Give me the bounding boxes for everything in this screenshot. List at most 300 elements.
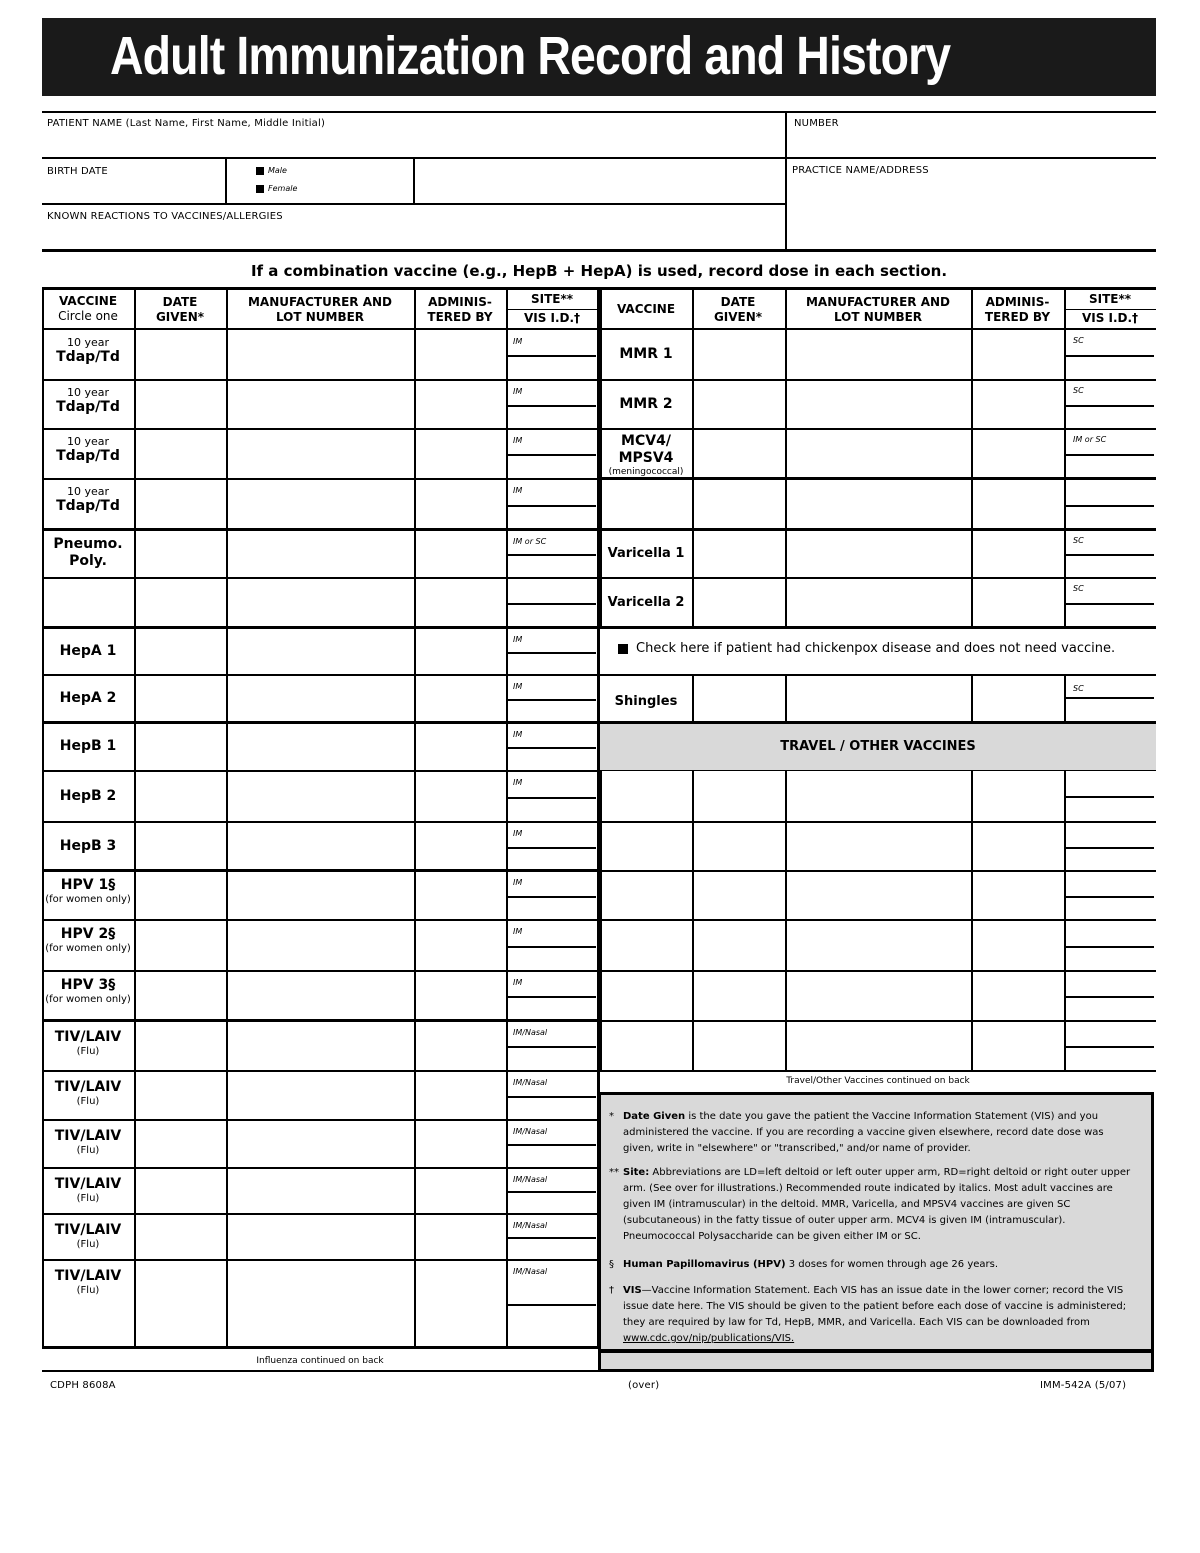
manufacturer-lot-cell[interactable] [228, 332, 412, 378]
administered-by-cell[interactable] [973, 580, 1062, 626]
administered-by-cell[interactable] [416, 1073, 504, 1118]
date-given-cell[interactable] [136, 481, 224, 528]
manufacturer-lot-cell[interactable] [787, 431, 969, 477]
header-mfr-2: LOT NUMBER [275, 310, 365, 324]
note-vis-title: VIS [623, 1285, 642, 1296]
vaccine-interval: 10 year [66, 386, 110, 399]
date-given-cell[interactable] [136, 773, 224, 820]
practice-label: PRACTICE NAME/ADDRESS [792, 165, 929, 176]
travel-vaccine-cell[interactable] [602, 772, 690, 820]
date-given-cell[interactable] [136, 1073, 224, 1118]
header-vaccine [42, 294, 134, 324]
site-route: SC [1073, 536, 1084, 545]
rule [506, 309, 598, 310]
date-given-cell[interactable] [694, 580, 783, 626]
manufacturer-lot-cell[interactable] [228, 1073, 412, 1118]
header-vis-text: VIS I.D.† [523, 311, 581, 325]
vis-divider [1066, 796, 1154, 798]
administered-by-cell[interactable] [416, 332, 504, 378]
vis-divider [508, 946, 596, 948]
administered-by-cell[interactable] [416, 580, 504, 626]
rule [42, 1370, 598, 1372]
header-vis [506, 311, 598, 326]
site-route: IM [513, 730, 523, 739]
site-route: IM [513, 927, 523, 936]
vaccine-label [42, 386, 134, 416]
vaccine-note: (meningococcal) [608, 467, 684, 477]
vaccine-interval: 10 year [66, 435, 110, 448]
form-number: CDPH 8608A [50, 1380, 116, 1391]
header-admin [414, 295, 506, 325]
administered-by-cell[interactable] [416, 773, 504, 820]
travel-header: TRAVEL / OTHER VACCINES [780, 739, 976, 754]
vaccine-label [42, 1079, 134, 1107]
administered-by-cell[interactable] [973, 332, 1062, 378]
male-label: Male [268, 166, 287, 175]
vis-divider [1066, 896, 1154, 898]
vaccine-label [600, 346, 692, 363]
site-route: IM/Nasal [513, 1267, 548, 1276]
travel-manufacturer-lot-cell[interactable] [787, 772, 969, 820]
vis-divider [1066, 355, 1154, 357]
manufacturer-lot-cell[interactable] [228, 1170, 412, 1212]
manufacturer-lot-cell[interactable] [787, 580, 969, 626]
travel-administered-by-cell[interactable] [973, 1023, 1062, 1069]
vis-divider [508, 1046, 596, 1048]
vaccine-label [42, 643, 134, 660]
divider [225, 157, 227, 204]
header-admin-1: ADMINIS- [428, 295, 492, 309]
header-vaccine-right-text: VACCINE [616, 302, 676, 316]
site-route: IM/Nasal [513, 1221, 548, 1230]
vaccine-label [42, 1268, 134, 1296]
administered-by-cell[interactable] [416, 532, 504, 576]
chickenpox-label: Check here if patient had chickenpox disease and does not need vaccine. [636, 641, 1116, 656]
travel-administered-by-cell[interactable] [973, 973, 1062, 1019]
vaccine-name: Varicella 1 [607, 546, 685, 561]
administered-by-cell[interactable] [416, 1262, 504, 1345]
rule [42, 249, 1156, 252]
administered-by-cell[interactable] [416, 973, 504, 1019]
note-vis-text: —Vaccine Information Statement. Each VIS has an issue date in the lower corner; record the VIS issue date here. The VIS should be given to the patient before each dose of vaccine is administered; they are required by law for Td, HepB, MMR, and Varicella. Each VIS can be downloaded from [623, 1285, 1127, 1328]
administered-by-cell[interactable] [416, 382, 504, 427]
shingles-date-given-cell[interactable] [694, 677, 783, 721]
header-date-2: GIVEN* [155, 310, 205, 324]
vis-divider [508, 554, 596, 556]
manufacturer-lot-cell[interactable] [228, 973, 412, 1019]
vaccine-name: TIV/LAIV [54, 1079, 122, 1095]
note-hpv-title: Human Papillomavirus (HPV) [623, 1259, 786, 1270]
header-date-right-2: GIVEN* [713, 310, 763, 324]
header-mfr-right-2: LOT NUMBER [833, 310, 923, 324]
birthdate-label: BIRTH DATE [47, 166, 108, 177]
date-given-cell[interactable] [694, 532, 783, 576]
travel-date-given-cell[interactable] [694, 973, 783, 1019]
vis-divider [508, 847, 596, 849]
vaccine-label [42, 536, 134, 570]
header-admin-2: TERED BY [427, 310, 493, 324]
vis-divider [508, 747, 596, 749]
vaccine-label [600, 433, 692, 478]
administered-by-cell[interactable] [416, 1023, 504, 1069]
rule [42, 111, 1156, 113]
date-given-cell[interactable] [136, 332, 224, 378]
administered-by-cell[interactable] [416, 630, 504, 673]
date-given-cell[interactable] [136, 431, 224, 477]
vis-divider [508, 1096, 596, 1098]
vaccine-name-line2: Poly. [69, 553, 107, 569]
travel-date-given-cell[interactable] [694, 1023, 783, 1069]
travel-administered-by-cell[interactable] [973, 873, 1062, 918]
vis-divider [1066, 946, 1154, 948]
vis-divider [1066, 996, 1154, 998]
site-route: IM [513, 878, 523, 887]
vaccine-label [42, 1029, 134, 1057]
date-given-cell[interactable] [136, 824, 224, 869]
site-route: IM or SC [1073, 435, 1107, 444]
vis-divider [508, 652, 596, 654]
site-route: SC [1073, 336, 1084, 345]
header-admin-right-1: ADMINIS- [985, 295, 1050, 309]
vis-link[interactable]: www.cdc.gov/nip/publications/VIS. [623, 1333, 795, 1344]
administered-by-cell[interactable] [416, 922, 504, 969]
manufacturer-lot-cell[interactable] [228, 824, 412, 869]
administered-by-cell[interactable] [416, 725, 504, 769]
site-route: IM [513, 337, 523, 346]
page-title: Adult Immunization Record and History [110, 26, 951, 86]
date-given-cell[interactable] [136, 1216, 224, 1258]
travel-vaccine-cell[interactable] [602, 873, 690, 918]
travel-manufacturer-lot-cell[interactable] [787, 922, 969, 969]
manufacturer-lot-cell[interactable] [228, 630, 412, 673]
travel-manufacturer-lot-cell[interactable] [787, 873, 969, 918]
header-site-text: SITE** [530, 292, 574, 306]
vaccine-name: Pneumo. [53, 536, 123, 552]
vaccine-name: Tdap/Td [56, 448, 120, 464]
manufacturer-lot-cell[interactable] [228, 922, 412, 969]
over-label: (over) [628, 1380, 660, 1391]
vaccine-name: TIV/LAIV [54, 1268, 122, 1284]
header-vaccine-right [600, 302, 692, 317]
administered-by-cell[interactable] [973, 532, 1062, 576]
vis-divider [508, 797, 596, 799]
vaccine-label [42, 336, 134, 366]
date-given-cell[interactable] [136, 677, 224, 721]
male-checkbox[interactable] [256, 166, 287, 175]
female-label: Female [268, 184, 298, 193]
site-route: IM [513, 978, 523, 987]
manufacturer-lot-cell[interactable] [228, 382, 412, 427]
vaccine-name: Tdap/Td [56, 349, 120, 365]
administered-by-cell[interactable] [416, 677, 504, 721]
vaccine-name: HepB 1 [59, 738, 117, 754]
header-date [134, 295, 226, 325]
header-circle-one: Circle one [58, 309, 118, 323]
travel-manufacturer-lot-cell[interactable] [787, 1023, 969, 1069]
site-route: IM/Nasal [513, 1028, 548, 1037]
vis-divider [508, 1304, 596, 1306]
manufacturer-lot-cell[interactable] [228, 532, 412, 576]
vaccine-label [42, 1176, 134, 1204]
vis-divider [508, 454, 596, 456]
note-date-text: is the date you gave the patient the Vaccine Information Statement (VIS) and you administered the vaccine. If you are recording a vaccine given elsewhere, record date dose was given, write in "elsewhere" or "transcribed," and/or name of provider. [623, 1111, 1104, 1154]
administered-by-cell[interactable] [416, 431, 504, 477]
note-site-title: Site: [623, 1167, 650, 1178]
vaccine-label [42, 485, 134, 515]
manufacturer-lot-cell[interactable] [228, 1122, 412, 1166]
vis-divider [508, 603, 596, 605]
note-date-mark: * [609, 1111, 614, 1122]
travel-manufacturer-lot-cell[interactable] [787, 824, 969, 869]
chickenpox-checkbox[interactable] [618, 641, 1115, 656]
vaccine-label [42, 788, 134, 805]
vaccine-label [42, 877, 134, 905]
vaccine-label [42, 690, 134, 707]
header-admin-right [971, 295, 1064, 325]
vaccine-label [42, 838, 134, 855]
manufacturer-lot-cell[interactable] [787, 481, 969, 528]
female-checkbox[interactable] [256, 184, 297, 193]
administered-by-cell[interactable] [416, 873, 504, 918]
manufacturer-lot-cell[interactable] [787, 382, 969, 427]
administered-by-cell[interactable] [973, 481, 1062, 528]
vaccine-name: Tdap/Td [56, 498, 120, 514]
vaccine-label [600, 594, 692, 611]
vis-divider [1066, 505, 1154, 507]
vaccine-note: (for women only) [45, 943, 131, 954]
date-given-cell[interactable] [136, 1122, 224, 1166]
vaccine-name: HepB 2 [59, 787, 117, 804]
rule [42, 157, 1156, 159]
shingles-administered-by-cell[interactable] [973, 677, 1062, 721]
note-site-text: Abbreviations are LD=left deltoid or left outer upper arm, RD=right deltoid or right outer upper arm. (See over for illustrations.) Recommended route indicated by italics. Most adult vaccines are given IM (intramuscular) in the deltoid. MMR, Varicella, and MPSV4 vaccines are given SC (subcutaneous) in the fatty tissue of outer upper arm. MCV4 is given IM (intramuscular). Pneumococcal Polysaccharide can be given either IM or SC. [623, 1167, 1131, 1242]
site-route: IM [513, 436, 523, 445]
vaccine-name: Tdap/Td [56, 399, 120, 415]
date-given-cell[interactable] [136, 973, 224, 1019]
header-mfr [226, 295, 414, 325]
vaccine-interval: 10 year [66, 336, 110, 349]
date-given-cell[interactable] [136, 1170, 224, 1212]
site-route: IM [513, 635, 523, 644]
date-given-cell[interactable] [694, 481, 783, 528]
date-given-cell[interactable] [136, 725, 224, 769]
vaccine-name: HepA 2 [59, 690, 117, 706]
travel-manufacturer-lot-cell[interactable] [787, 973, 969, 1019]
rule [1064, 309, 1156, 310]
vaccine-note: (Flu) [76, 1193, 100, 1204]
note-hpv-text: 3 doses for women through age 26 years. [788, 1259, 999, 1270]
vaccine-name: HPV 1§ [60, 877, 116, 893]
date-given-cell[interactable] [136, 382, 224, 427]
shingles-site: SC [1073, 684, 1084, 693]
note-site [609, 1165, 1137, 1245]
notes-box [598, 1092, 1154, 1352]
date-given-cell[interactable] [136, 873, 224, 918]
vaccine-label [42, 926, 134, 954]
site-route: IM/Nasal [513, 1078, 548, 1087]
divider [413, 157, 415, 204]
header-date-1: DATE [162, 295, 198, 309]
note-hpv [609, 1257, 1137, 1273]
manufacturer-lot-cell[interactable] [228, 1262, 412, 1345]
vaccine-name: TIV/LAIV [54, 1222, 122, 1238]
header-admin-right-2: TERED BY [984, 310, 1051, 324]
vis-divider [508, 996, 596, 998]
administered-by-cell[interactable] [416, 481, 504, 528]
site-route: IM [513, 486, 523, 495]
patient-name-label: PATIENT NAME (Last Name, First Name, Middle Initial) [47, 118, 326, 129]
note-vis [609, 1283, 1137, 1347]
header-vis-right [1064, 311, 1156, 326]
vaccine-name: MCV4/ [621, 433, 671, 449]
header-mfr-right-1: MANUFACTURER AND [805, 295, 950, 309]
rule [42, 1347, 598, 1349]
vis-divider [1066, 603, 1154, 605]
travel-vaccine-cell[interactable] [602, 973, 690, 1019]
notes-footer-strip [598, 1350, 1154, 1372]
manufacturer-lot-cell[interactable] [228, 873, 412, 918]
travel-administered-by-cell[interactable] [973, 772, 1062, 820]
travel-continued: Travel/Other Vaccines continued on back [786, 1076, 970, 1086]
date-given-cell[interactable] [136, 1262, 224, 1345]
note-site-mark: ** [609, 1167, 619, 1178]
travel-administered-by-cell[interactable] [973, 824, 1062, 869]
shingles-label: Shingles [614, 694, 678, 709]
header-site-right-text: SITE** [1088, 292, 1132, 306]
note-hpv-mark: § [609, 1259, 614, 1270]
header-mfr-right [785, 295, 971, 325]
vis-divider [508, 699, 596, 701]
vaccine-name: Varicella 2 [607, 595, 685, 610]
site-route: IM/Nasal [513, 1175, 548, 1184]
vis-divider [508, 505, 596, 507]
vaccine-label [600, 396, 692, 413]
date-given-cell[interactable] [694, 332, 783, 378]
date-given-cell[interactable] [136, 1023, 224, 1069]
vaccine-note: (Flu) [76, 1239, 100, 1250]
manufacturer-lot-cell[interactable] [228, 481, 412, 528]
vis-divider [508, 1237, 596, 1239]
vaccine-name: MMR 1 [619, 346, 673, 362]
vis-divider [1066, 847, 1154, 849]
travel-vaccine-cell[interactable] [602, 1023, 690, 1069]
date-given-cell[interactable] [136, 630, 224, 673]
row-rule [600, 674, 1156, 676]
vaccine-name: MMR 2 [619, 395, 673, 412]
vaccine-note: (for women only) [45, 994, 131, 1005]
travel-date-given-cell[interactable] [694, 824, 783, 869]
vaccine-label [42, 738, 134, 755]
site-route: IM [513, 682, 523, 691]
vaccine-note: (Flu) [76, 1145, 100, 1156]
date-given-cell[interactable] [136, 532, 224, 576]
date-given-cell[interactable] [694, 382, 783, 427]
manufacturer-lot-cell[interactable] [228, 580, 412, 626]
rule [42, 203, 786, 205]
vaccine-name: HepA 1 [59, 642, 117, 659]
vis-divider [508, 1191, 596, 1193]
header-vaccine-text: VACCINE [58, 294, 118, 308]
vaccine-name: HepB 3 [59, 837, 117, 854]
site-route: IM/Nasal [513, 1127, 548, 1136]
vaccine-name: TIV/LAIV [54, 1128, 122, 1144]
header-vis-right-text: VIS I.D.† [1081, 311, 1139, 325]
administered-by-cell[interactable] [416, 824, 504, 869]
travel-date-given-cell[interactable] [694, 922, 783, 969]
manufacturer-lot-cell[interactable] [228, 677, 412, 721]
site-route: SC [1073, 386, 1084, 395]
vaccine-label [42, 1128, 134, 1156]
vis-divider [1066, 554, 1154, 556]
vaccine-note: (for women only) [45, 894, 131, 905]
travel-date-given-cell[interactable] [694, 873, 783, 918]
row-rule [600, 1070, 1156, 1072]
manufacturer-lot-cell[interactable] [228, 1216, 412, 1258]
vaccine-label [42, 435, 134, 465]
note-date [609, 1109, 1137, 1157]
administered-by-cell[interactable] [416, 1170, 504, 1212]
date-given-cell[interactable] [136, 580, 224, 626]
form-revision: IMM-542A (5/07) [1040, 1380, 1127, 1391]
vaccine-label [42, 977, 134, 1005]
date-given-cell[interactable] [136, 922, 224, 969]
vaccine-note: (Flu) [76, 1096, 100, 1107]
vis-divider [508, 1144, 596, 1146]
divider [785, 111, 787, 251]
vis-divider [508, 405, 596, 407]
influenza-continued: Influenza continued on back [256, 1356, 384, 1366]
travel-vaccine-cell[interactable] [602, 922, 690, 969]
vaccine-interval: 10 year [66, 485, 110, 498]
manufacturer-lot-cell[interactable] [228, 725, 412, 769]
vaccine-note: (Flu) [76, 1285, 100, 1296]
note-date-title: Date Given [623, 1111, 686, 1122]
vis-divider [1066, 1046, 1154, 1048]
header-date-right [692, 295, 784, 325]
manufacturer-lot-cell[interactable] [787, 332, 969, 378]
site-route: IM [513, 387, 523, 396]
manufacturer-lot-cell[interactable] [787, 532, 969, 576]
header-date-right-1: DATE [720, 295, 756, 309]
vaccine-name: HPV 2§ [60, 926, 116, 942]
administered-by-cell[interactable] [416, 1216, 504, 1258]
travel-administered-by-cell[interactable] [973, 922, 1062, 969]
vaccine-name-line2: MPSV4 [618, 450, 674, 466]
administered-by-cell[interactable] [973, 431, 1062, 477]
manufacturer-lot-cell[interactable] [228, 1023, 412, 1069]
travel-vaccine-cell[interactable] [602, 824, 690, 869]
vaccine-name: TIV/LAIV [54, 1029, 122, 1045]
reactions-label: KNOWN REACTIONS TO VACCINES/ALLERGIES [47, 211, 283, 222]
vis-divider [508, 896, 596, 898]
vis-divider [1066, 454, 1154, 456]
travel-date-given-cell[interactable] [694, 772, 783, 820]
manufacturer-lot-cell[interactable] [228, 431, 412, 477]
shingles-manufacturer-lot-cell[interactable] [787, 677, 969, 721]
date-given-cell[interactable] [694, 431, 783, 477]
vaccine-name: TIV/LAIV [54, 1176, 122, 1192]
number-label: NUMBER [794, 118, 839, 129]
administered-by-cell[interactable] [416, 1122, 504, 1166]
vis-divider [508, 355, 596, 357]
vaccine-label [600, 545, 692, 562]
administered-by-cell[interactable] [973, 382, 1062, 427]
vis-divider [1066, 405, 1154, 407]
vaccine-name: HPV 3§ [60, 977, 116, 993]
manufacturer-lot-cell[interactable] [228, 773, 412, 820]
site-route: SC [1073, 584, 1084, 593]
vaccine-note: (Flu) [76, 1046, 100, 1057]
